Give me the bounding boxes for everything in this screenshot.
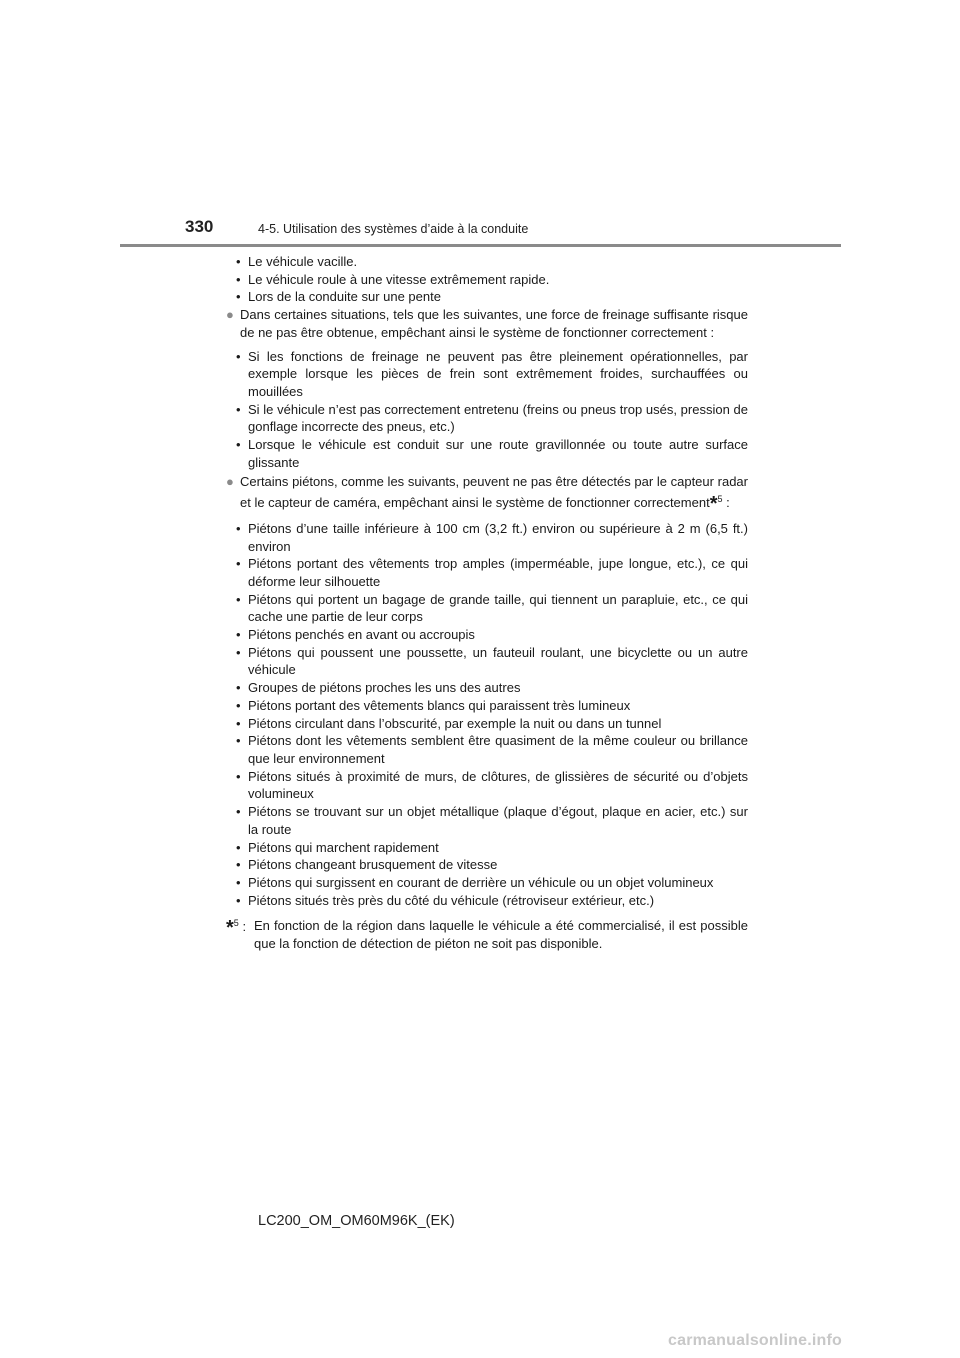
braking-paragraph: [226, 306, 748, 341]
footnote-marker: *$^5$ :: [226, 917, 247, 940]
circle-bullet-icon: ●: [226, 474, 234, 490]
page-content: [226, 253, 748, 953]
circle-bullet-icon: ●: [226, 307, 234, 323]
list-item: • Piétons situés très près du côté du véhicule (rétroviseur extérieur, etc.): [236, 892, 655, 908]
list-item-text: Piétons situés très près du côté du véhicule (rétroviseur extérieur, etc.): [248, 892, 655, 908]
list-item: • Piétons qui surgissent en courant de derrière un véhicule ou un objet volumineux: [236, 874, 714, 890]
list-item-text: Piétons qui portent un bagage de grande taille, qui tiennent un parapluie, etc., ce qui cache une partie de leur corps: [248, 591, 748, 625]
header-rule: [120, 244, 841, 247]
list-item: • Le véhicule roule à une vitesse extrêmement rapide.: [236, 271, 550, 287]
list-item: • Lorsque le véhicule est conduit sur une route gravillonnée ou toute autre surface glissante: [236, 437, 748, 470]
list-item: • Piétons d’une taille inférieure à 100 cm (3,2 ft.) environ ou supérieure à 2 m (6,5 ft.) environ: [236, 520, 748, 554]
list-item: • Si le véhicule n’est pas correctement entretenu (freins ou pneus trop usés, pression de gonflage incorrecte des pneus, etc.): [236, 401, 748, 435]
section-title: 4-5. Utilisation des systèmes d’aide à la conduite: [258, 222, 529, 236]
list-item: • Piétons qui marchent rapidement: [236, 839, 439, 855]
list-item-text: Piétons d’une taille inférieure à 100 cm (3,2 ft.) environ ou supérieure à 2 m (6,5 ft.) environ: [248, 520, 748, 554]
list-item: • Groupes de piétons proches les uns des autres: [236, 680, 521, 696]
pedestrian-bullet-list: [226, 520, 748, 909]
list-item-text: Piétons penchés en avant ou accroupis: [248, 627, 475, 643]
list-item: • Si les fonctions de freinage ne peuvent pas être pleinement opérationnelles, par exemple lorsque les pièces de frein sont extrêmement froides, surchauffées ou mouillées: [236, 348, 748, 399]
pedestrian-text: Certains piétons, comme les suivants, peuvent ne pas être détectés par le capteur radar et le capteur de caméra, empêchant ainsi le système de fonctionner correctement: [240, 474, 748, 511]
list-item-text: Piétons dont les vêtements semblent être quasiment de la même couleur ou brillance que leur environnement: [248, 733, 748, 766]
list-item: • Piétons se trouvant sur un objet métallique (plaque d’égout, plaque en acier, etc.) sur la route: [236, 804, 748, 837]
list-item: • Piétons qui portent un bagage de grande taille, qui tiennent un parapluie, etc., ce qui cache une partie de leur corps: [236, 591, 748, 625]
list-item: • Piétons portant des vêtements blancs qui paraissent très lumineux: [236, 697, 631, 713]
intro-bullet-list: [226, 253, 748, 306]
document-code: LC200_OM_OM60M96K_(EK): [258, 1213, 455, 1229]
braking-text: Dans certaines situations, tels que les suivantes, une force de freinage suffisante risque de ne pas être obtenue, empêchant ainsi le système de fonctionner correctement :: [240, 307, 748, 340]
list-item: • Piétons qui poussent une poussette, un fauteuil roulant, une bicyclette ou un autre véhicule: [236, 644, 748, 678]
list-item: • Lors de la conduite sur une pente: [236, 289, 441, 305]
list-item: • Piétons changeant brusquement de vitesse: [236, 857, 498, 873]
list-item-text: Lors de la conduite sur une pente: [248, 289, 441, 305]
list-item: • Piétons portant des vêtements trop amples (imperméable, jupe longue, etc.), ce qui déforme leur silhouette: [236, 556, 748, 589]
list-item-text: Piétons portant des vêtements blancs qui paraissent très lumineux: [248, 697, 631, 713]
list-item-text: Piétons changeant brusquement de vitesse: [248, 857, 498, 873]
pedestrian-paragraph: ● Certains piétons, comme les suivants, peuvent ne pas être détectés par le capteur radar et le capteur de caméra, empêchant ainsi le système de fonctionner correctement*$^5$ :: [226, 474, 748, 516]
list-item-text: Le véhicule vacille.: [248, 254, 358, 269]
list-item-text: Si le véhicule n’est pas correctement entretenu (freins ou pneus trop usés, pression de gonflage incorrecte des pneus, etc.): [248, 401, 748, 435]
list-item-text: Si les fonctions de freinage ne peuvent pas être pleinement opérationnelles, par exemple lorsque les pièces de frein sont extrêmement froides, surchauffées ou mouillées: [248, 348, 748, 399]
list-item-text: Piétons qui poussent une poussette, un fauteuil roulant, une bicyclette ou un autre véhicule: [248, 644, 748, 678]
list-item: • Le véhicule vacille.: [236, 254, 358, 269]
list-item-text: Piétons qui marchent rapidement: [248, 839, 439, 855]
list-item-text: Piétons circulant dans l’obscurité, par exemple la nuit ou dans un tunnel: [248, 715, 662, 731]
list-item: • Piétons situés à proximité de murs, de clôtures, de glissières de sécurité ou d’objets volumineux: [236, 768, 748, 802]
watermark: carmanualsonline.info: [668, 1332, 843, 1349]
list-item-text: Lorsque le véhicule est conduit sur une route gravillonnée ou toute autre surface glissante: [248, 437, 748, 470]
footnote-ref: *$^5$: [709, 493, 723, 516]
page-number: 330: [185, 217, 214, 236]
footnote-text: En fonction de la région dans laquelle le véhicule a été commercialisé, il est possible que la fonction de détection de piéton ne soit pas disponible.: [254, 918, 748, 952]
list-item-text: Groupes de piétons proches les uns des autres: [248, 680, 521, 696]
braking-bullet-list: [226, 348, 748, 472]
list-item-text: Piétons portant des vêtements trop amples (imperméable, jupe longue, etc.), ce qui déforme leur silhouette: [248, 556, 748, 589]
list-item: • Piétons dont les vêtements semblent être quasiment de la même couleur ou brillance que leur environnement: [236, 733, 748, 766]
footnote: [226, 917, 748, 952]
list-item-text: Piétons situés à proximité de murs, de clôtures, de glissières de sécurité ou d’objets volumineux: [248, 768, 748, 802]
list-item-text: Piétons qui surgissent en courant de derrière un véhicule ou un objet volumineux: [248, 874, 714, 890]
list-item: • Piétons circulant dans l’obscurité, par exemple la nuit ou dans un tunnel: [236, 715, 662, 731]
list-item: • Piétons penchés en avant ou accroupis: [236, 627, 475, 643]
list-item-text: Le véhicule roule à une vitesse extrêmement rapide.: [248, 271, 550, 287]
list-item-text: Piétons se trouvant sur un objet métallique (plaque d’égout, plaque en acier, etc.) sur la route: [248, 804, 748, 837]
